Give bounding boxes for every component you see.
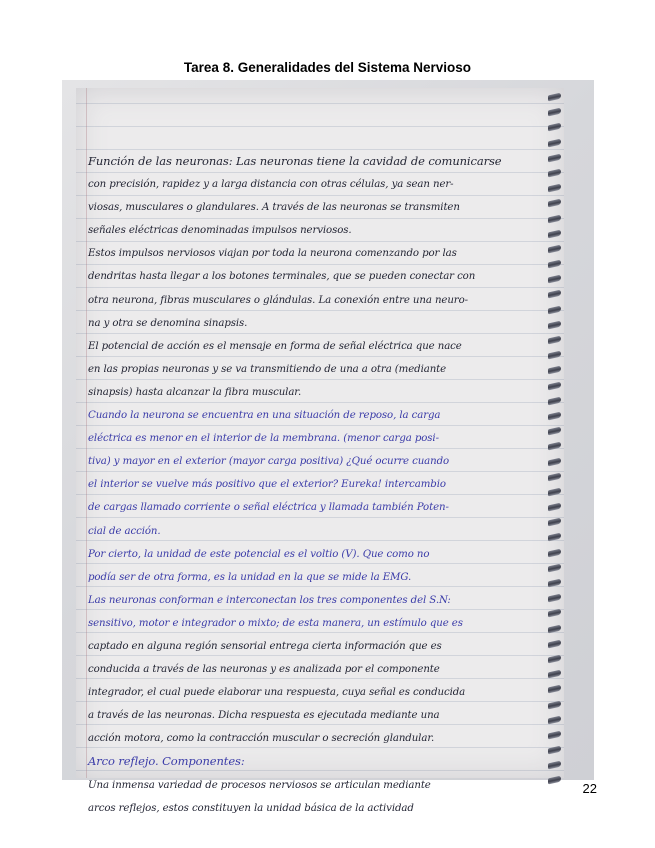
- handwritten-line: en las propias neuronas y se va transmitiendo de una a otra (mediante: [88, 363, 447, 375]
- spiral-coil: [548, 594, 561, 603]
- handwritten-line: dendritas hasta llegar a los botones terminales, que se pueden conectar con: [88, 271, 476, 283]
- handwritten-line: otra neurona, fibras musculares o glándulas. La conexión entre una neuro-: [88, 294, 468, 306]
- handwritten-text: [88, 150, 578, 820]
- handwritten-line: sinapsis) hasta alcanzar la fibra muscular.: [88, 386, 302, 398]
- spiral-coil: [548, 700, 561, 709]
- handwritten-line: Cuando la neurona se encuentra en una situación de reposo, la carga: [88, 410, 441, 422]
- spiral-coil: [548, 746, 561, 755]
- handwritten-line: conducida a través de las neuronas y es analizada por el componente: [88, 664, 440, 676]
- spiral-coil: [548, 472, 561, 481]
- notebook-page: [76, 88, 564, 814]
- spiral-coil: [548, 169, 561, 178]
- spiral-coil: [548, 214, 561, 223]
- spiral-coil: [548, 275, 561, 284]
- handwritten-line: acción motora, como la contracción muscular o secreción glandular.: [88, 733, 435, 745]
- spiral-coil: [548, 533, 561, 542]
- spiral-coil: [548, 336, 561, 345]
- spiral-coil: [548, 366, 561, 375]
- handwritten-line: Una inmensa variedad de procesos nerviosos se articulan mediante: [88, 779, 431, 791]
- spiral-coil: [548, 93, 561, 102]
- handwritten-line: cial de acción.: [88, 525, 161, 537]
- spiral-coil: [548, 412, 561, 421]
- spiral-coil: [548, 609, 561, 618]
- handwritten-line: de cargas llamado corriente o señal eléctrica y llamada también Poten-: [88, 502, 449, 514]
- spiral-coil: [548, 548, 561, 557]
- handwritten-line: con precisión, rapidez y a larga distancia con otras células, ya sean ner-: [88, 179, 454, 191]
- spiral-coil: [548, 518, 561, 527]
- handwritten-line: integrador, el cual puede elaborar una respuesta, cuya señal es conducida: [88, 687, 466, 699]
- spiral-coil: [548, 244, 561, 253]
- handwritten-line: podía ser de otra forma, es la unidad en la que se mide la EMG.: [88, 571, 412, 583]
- spiral-coil: [548, 138, 561, 147]
- spiral-coil: [548, 776, 561, 785]
- handwritten-line: captado en alguna región sensorial entrega cierta información que es: [88, 640, 442, 652]
- handwritten-line: Las neuronas conforman e interconectan los tres componentes del S.N:: [88, 594, 451, 606]
- spiral-coil: [548, 427, 561, 436]
- spiral-coil: [548, 229, 561, 238]
- spiral-coil: [548, 761, 561, 770]
- spiral-coil: [548, 381, 561, 390]
- handwritten-line: Estos impulsos nerviosos viajan por toda la neurona comenzando por las: [88, 248, 457, 260]
- spiral-coil: [548, 639, 561, 648]
- handwritten-line: na y otra se denomina sinapsis.: [88, 317, 248, 329]
- handwritten-line: Arco reflejo. Componentes:: [88, 754, 245, 769]
- spiral-coil: [548, 685, 561, 694]
- spiral-coil: [548, 457, 561, 466]
- handwritten-line: Función de las neuronas: Las neuronas tiene la cavidad de comunicarse: [88, 154, 502, 168]
- handwritten-line: a través de las neuronas. Dicha respuesta es ejecutada mediante una: [88, 710, 440, 722]
- handwritten-line: tiva) y mayor en el exterior (mayor carga positiva) ¿Qué ocurre cuando: [88, 456, 450, 468]
- spiral-coil: [548, 442, 561, 451]
- spiral-coil: [548, 730, 561, 739]
- spiral-coil: [548, 153, 561, 162]
- spiral-coil: [548, 351, 561, 360]
- spiral-coil: [548, 290, 561, 299]
- spiral-coil: [548, 108, 561, 117]
- spiral-binding: [548, 94, 562, 784]
- handwritten-line: Por cierto, la unidad de este potencial es el voltio (V). Que como no: [88, 548, 430, 560]
- spiral-coil: [548, 503, 561, 512]
- spiral-coil: [548, 715, 561, 724]
- handwritten-line: señales eléctricas denominadas impulsos nerviosos.: [88, 225, 352, 237]
- spiral-coil: [548, 184, 561, 193]
- spiral-coil: [548, 320, 561, 329]
- document-title: Tarea 8. Generalidades del Sistema Nervioso: [183, 60, 472, 75]
- handwritten-line: arcos reflejos, estos constituyen la unidad básica de la actividad: [88, 802, 414, 814]
- spiral-coil: [548, 396, 561, 405]
- spiral-coil: [548, 260, 561, 269]
- spiral-coil: [548, 563, 561, 572]
- page-number: 22: [582, 781, 597, 796]
- spiral-coil: [548, 487, 561, 496]
- handwritten-line: viosas, musculares o glandulares. A través de las neuronas se transmiten: [88, 202, 460, 214]
- spiral-coil: [548, 305, 561, 314]
- spiral-coil: [548, 199, 561, 208]
- handwritten-line: el interior se vuelve más positivo que el exterior? Eureka! intercambio: [88, 479, 446, 491]
- handwritten-line: sensitivo, motor e integrador o mixto; de esta manera, un estímulo que es: [88, 617, 463, 629]
- spiral-coil: [548, 579, 561, 588]
- spiral-coil: [548, 624, 561, 633]
- handwritten-line: eléctrica es menor en el interior de la membrana. (menor carga posi-: [88, 433, 439, 445]
- margin-line: [86, 88, 87, 778]
- handwritten-line: El potencial de acción es el mensaje en forma de señal eléctrica que nace: [88, 340, 462, 352]
- spiral-coil: [548, 670, 561, 679]
- spiral-coil: [548, 123, 561, 132]
- spiral-coil: [548, 655, 561, 664]
